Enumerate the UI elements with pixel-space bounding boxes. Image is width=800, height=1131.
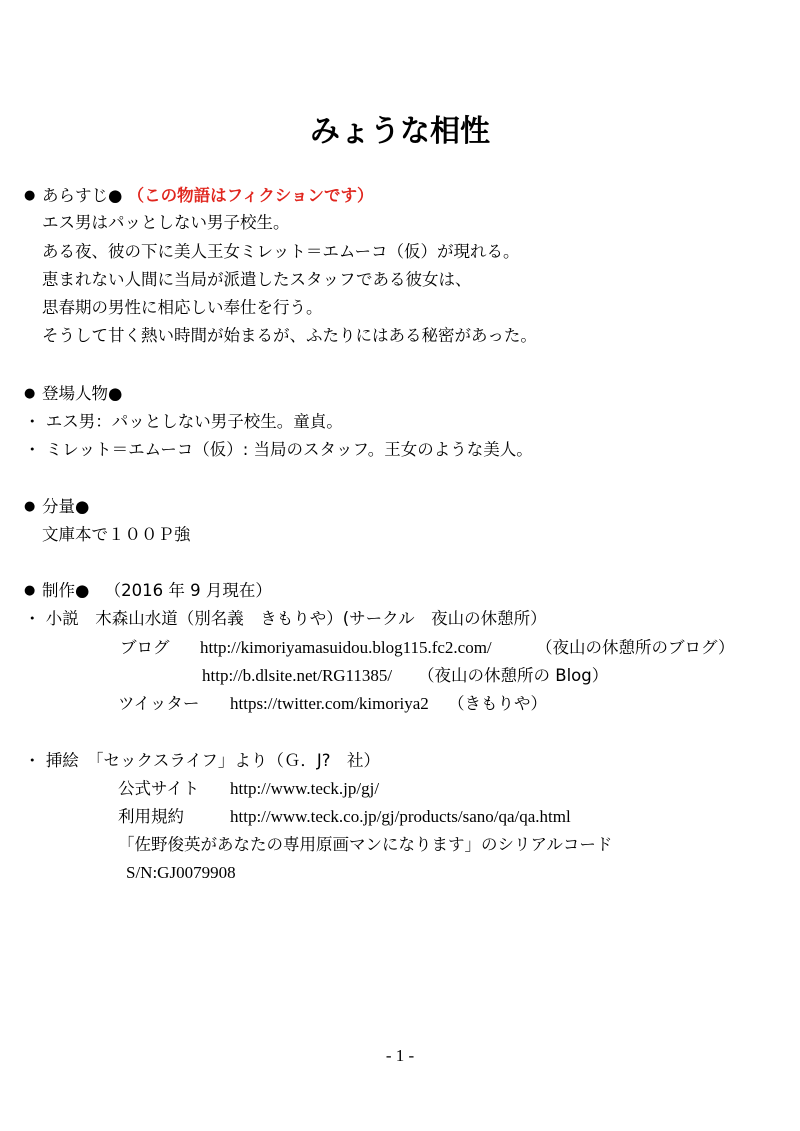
page-number: - 1 -	[385, 1046, 415, 1065]
bullet-icon: ●	[24, 188, 36, 203]
dlsite-note: （夜山の休憩所の Blog）	[418, 666, 609, 685]
twitter-label: ツイッター	[118, 694, 200, 713]
production-heading-label: 制作●	[42, 581, 90, 600]
fiction-note: （この物語はフィクションです）	[127, 186, 374, 205]
volume-heading: 分量●	[42, 497, 90, 516]
synopsis-line: 思春期の男性に相応しい奉仕を行う。	[42, 298, 323, 317]
character-item: ・ エス男：パッとしない男子校生。童貞。	[24, 412, 343, 431]
author-line: ・ 小説 木森山水道（別名義 きもりや）(サークル 夜山の休憩所）	[24, 609, 547, 628]
blog-url[interactable]: http://kimoriyamasuidou.blog115.fc2.com/	[200, 638, 492, 657]
synopsis-line: ある夜、彼の下に美人王女ミレット＝エムーコ（仮）が現れる。	[42, 242, 520, 261]
synopsis-heading	[42, 186, 374, 206]
volume-text: 文庫本で１００Ｐ強	[42, 525, 191, 544]
official-site-url[interactable]: http://www.teck.jp/gj/	[230, 779, 380, 798]
dlsite-url[interactable]: http://b.dlsite.net/RG11385/	[202, 666, 393, 685]
synopsis-line: エス男はパッとしない男子校生。	[42, 213, 290, 232]
bullet-icon: ●	[24, 386, 36, 401]
production-heading	[42, 581, 272, 601]
illustration-line: ・ 挿絵 「セックスライフ」より（Ｇ．J? 社）	[24, 751, 380, 770]
twitter-note: （きもりや）	[448, 694, 547, 713]
blog-note: （夜山の休憩所のブログ）	[536, 638, 735, 657]
synopsis-line: 恵まれない人間に当局が派遣したスタッフである彼女は、	[42, 270, 472, 289]
character-item: ・ ミレット＝エムーコ（仮）: 当局のスタッフ。王女のような美人。	[24, 440, 533, 459]
characters-heading: 登場人物●	[42, 384, 123, 403]
synopsis-line: そうして甘く熱い時間が始まるが、ふたりにはある秘密があった。	[42, 326, 537, 345]
serial-code: S/N:GJ0079908	[126, 863, 236, 882]
blog-label: ブログ	[120, 638, 170, 657]
bullet-icon: ●	[24, 583, 36, 598]
official-site-label: 公式サイト	[118, 779, 200, 798]
document-title: みょうな相性	[310, 114, 490, 149]
terms-label: 利用規約	[118, 807, 184, 826]
serial-description: 「佐野俊英があなたの専用原画マンになります」のシリアルコード	[118, 835, 613, 854]
twitter-url[interactable]: https://twitter.com/kimoriya2	[230, 694, 429, 713]
synopsis-heading-label: あらすじ●	[42, 186, 123, 205]
bullet-icon: ●	[24, 499, 36, 514]
terms-url[interactable]: http://www.teck.co.jp/gj/products/sano/qa/qa.html	[230, 807, 571, 826]
production-date: （2016 年 9 月現在）	[104, 581, 272, 600]
